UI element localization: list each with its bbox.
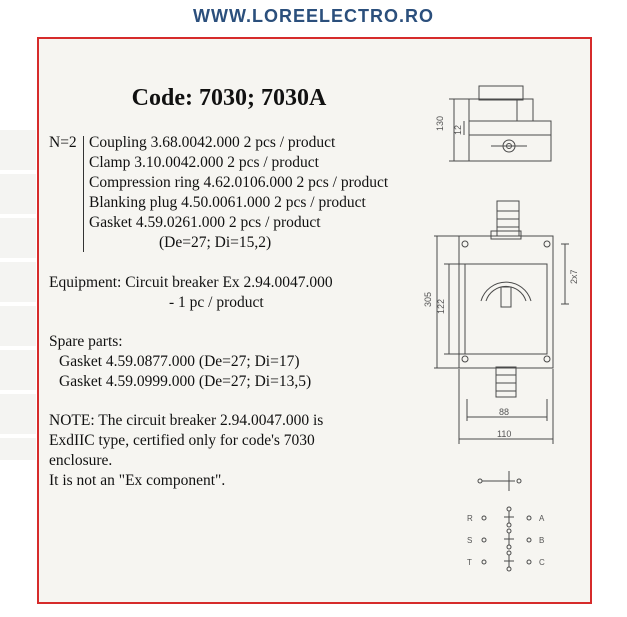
component-count-label: N=2 [49,134,77,151]
product-sheet-panel [37,37,592,604]
dim-305: 305 [423,291,433,307]
dim-110: 110 [497,429,512,439]
code-title: Code: 7030; 7030A [131,85,327,111]
equipment-line-2: - 1 pc / product [169,294,264,311]
component-clamp: Clamp 3.10.0042.000 2 pcs / product [89,154,319,171]
note-line-3: enclosure. [49,452,113,469]
spare-part-2: Gasket 4.59.0999.000 (De=27; Di=13,5) [59,373,312,390]
terminal-b-label: B [539,536,545,545]
terminal-s-label: S [467,536,473,545]
component-compression-ring: Compression ring 4.62.0106.000 2 pcs / product [89,174,389,191]
dim-12: 12 [453,124,463,135]
spare-parts-heading: Spare parts: [49,333,123,350]
gasket-detail: (De=27; Di=15,2) [159,234,272,251]
terminal-t-label: T [467,558,472,567]
note-line-4: It is not an "Ex component". [49,472,226,489]
terminal-a-label: A [539,514,545,523]
dim-122: 122 [436,298,446,314]
dim-2x7: 2x7 [569,269,579,284]
note-line-2: ExdIIC type, certified only for code's 7030 [49,432,315,449]
panel-content [39,39,590,602]
equipment-line-1: Equipment: Circuit breaker Ex 2.94.0047.000 [49,274,333,291]
wiring-diagram [482,507,531,571]
technical-drawing [39,39,590,602]
terminal-r-label: R [467,514,473,523]
component-gasket: Gasket 4.59.0261.000 2 pcs / product [89,214,321,231]
component-coupling: Coupling 3.68.0042.000 2 pcs / product [89,134,336,151]
background-ghost [0,130,36,460]
switch-symbol [478,471,521,491]
note-line-1: NOTE: The circuit breaker 2.94.0047.000 is [49,412,324,429]
spare-part-1: Gasket 4.59.0877.000 (De=27; Di=17) [59,353,300,370]
enclosure-top-view [449,86,551,161]
dim-130: 130 [435,115,445,131]
site-url[interactable]: WWW.LOREELECTRO.RO [193,6,434,26]
terminal-c-label: C [539,558,545,567]
component-blanking-plug: Blanking plug 4.50.0061.000 2 pcs / product [89,194,366,211]
dim-88: 88 [499,407,510,417]
